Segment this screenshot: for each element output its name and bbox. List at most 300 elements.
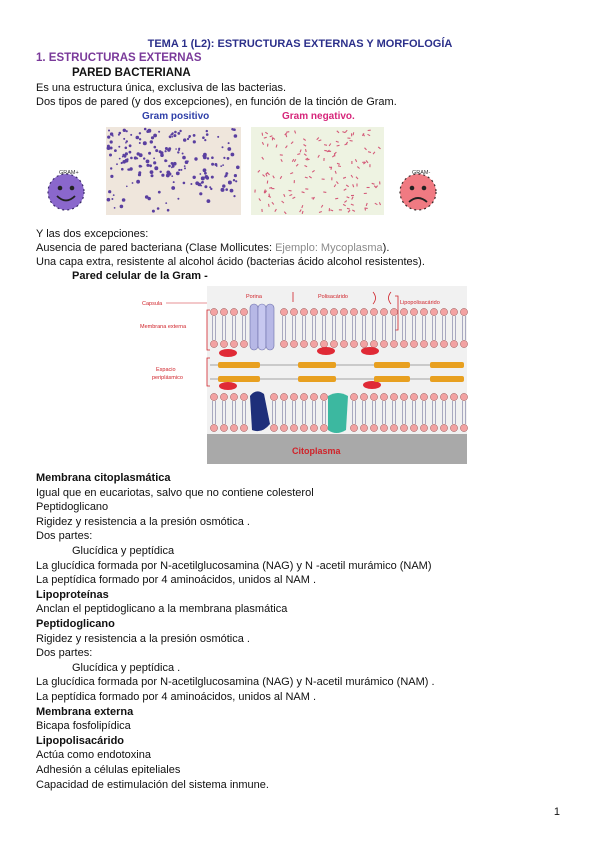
gram-positive-cell <box>153 161 156 164</box>
lipid-head <box>270 393 277 400</box>
gram-positive-cell <box>204 172 207 175</box>
lipid-head <box>230 424 237 431</box>
gram-positive-cell <box>182 153 184 155</box>
lipid-head <box>450 308 457 315</box>
gram-positive-cell <box>187 138 189 140</box>
gram-positive-cell <box>194 157 197 160</box>
gram-positive-cell <box>173 134 176 137</box>
gram-positive-cell <box>154 166 158 170</box>
gram-positive-cell <box>233 128 236 131</box>
gram-positive-cell <box>160 171 162 173</box>
lipid-head <box>440 308 447 315</box>
gram-negative-cell <box>306 149 307 152</box>
gram-positive-cell <box>136 180 140 184</box>
gram-negative-cell <box>297 154 300 155</box>
gram-negative-cell <box>368 152 371 153</box>
lipid-head <box>210 424 217 431</box>
gram-positive-cell <box>222 164 224 166</box>
gram-positive-cell <box>202 155 204 157</box>
gram-positive-cell <box>201 181 204 184</box>
gram-positive-cell <box>204 139 206 141</box>
lipid-head <box>400 340 407 347</box>
gram-positive-cell <box>207 157 209 159</box>
gram-negative-cell <box>331 167 332 170</box>
espacio-label-1: Espacio <box>156 367 176 373</box>
lipoprotein-5 <box>363 381 381 389</box>
gram-positive-cell <box>172 136 174 138</box>
gram-positive-cell <box>122 198 126 202</box>
gram-positive-cell <box>233 195 235 197</box>
body-line: La peptídica formado por 4 aminoácidos, unidos al NAM . <box>36 691 317 703</box>
peptidoglycan-segment <box>430 376 464 382</box>
peptidoglycan-segment <box>298 362 336 368</box>
lipid-head <box>240 340 247 347</box>
lipid-head <box>210 340 217 347</box>
gram-positive-cell <box>144 128 147 131</box>
body-line: Peptidoglicano <box>36 501 109 514</box>
gram-negative-cell <box>269 204 270 207</box>
lipid-head <box>340 308 347 315</box>
gram-positive-cell <box>139 153 143 157</box>
gram-positive-cell <box>126 186 128 188</box>
gram-positive-cell <box>177 151 179 153</box>
gram-negative-cell <box>302 211 303 214</box>
gram-positive-cell <box>193 140 196 143</box>
lipid-head <box>440 340 447 347</box>
lipid-head <box>290 308 297 315</box>
gram-positive-cell <box>178 169 180 171</box>
gram-positive-cell <box>173 181 175 183</box>
gram-positive-cell <box>118 134 120 136</box>
body-subheading: Peptidoglicano <box>36 618 115 630</box>
lipid-head <box>370 308 377 315</box>
lipid-head <box>400 424 407 431</box>
gram-positive-cell <box>183 138 186 141</box>
peptidoglycan-segment <box>218 362 260 368</box>
gram-positive-cell <box>121 168 124 171</box>
gram-negative-cell <box>347 208 350 209</box>
gram-positive-cell <box>199 192 202 195</box>
gram-positive-cell <box>140 165 142 167</box>
gram-negative-heading: Pared celular de la Gram - <box>72 270 208 282</box>
gram-positive-cell <box>178 149 180 151</box>
gram-positive-cell <box>173 162 177 166</box>
gram-positive-cell <box>228 142 230 144</box>
gram-positive-cell <box>227 157 230 160</box>
gram-negative-cell <box>286 132 289 133</box>
body-subheading: Lipoproteínas <box>36 588 109 601</box>
gram-positive-cell <box>176 172 180 176</box>
gram-negative-cell <box>335 198 338 199</box>
gram-positive-cell <box>119 158 121 160</box>
gram-positive-cell <box>234 174 237 177</box>
gram-positive-cell <box>110 132 113 135</box>
gram-positive-cell <box>120 205 124 209</box>
body-line: Rigidez y resistencia a la presión osmótica . <box>36 632 250 645</box>
lipid-head <box>310 308 317 315</box>
gram-positive-cell <box>148 152 151 155</box>
gram-positive-cell <box>211 156 214 159</box>
lipoprotein-3 <box>361 347 379 355</box>
gram-positive-cell <box>158 131 160 133</box>
gram-positive-cell <box>143 157 145 159</box>
lipid-head <box>310 340 317 347</box>
gram-positive-cell <box>207 199 211 203</box>
gram-positive-cell <box>136 157 138 159</box>
gram-positive-cell <box>233 179 235 181</box>
body-subheading: Lipopolisacárido <box>36 734 125 747</box>
gram-positive-cell <box>132 182 134 184</box>
espacio-label-2: periplásmico <box>152 375 183 381</box>
gram-positive-cell <box>116 163 118 165</box>
gram-stain-figure <box>36 122 456 222</box>
lipid-head <box>380 308 387 315</box>
lipoprotein-1 <box>219 349 237 357</box>
gram-positive-cell <box>177 132 180 135</box>
gram-negative-cell <box>350 141 353 142</box>
cell-wall-diagram <box>138 284 468 468</box>
happy-face-icon <box>48 170 84 210</box>
body-line: Dos partes: <box>36 647 93 660</box>
body-line: La glucídica formada por N-acetilglucosamina (NAG) y N -acetil murámico (NAM) <box>36 559 432 572</box>
gram-minus-badge: GRAM- <box>412 170 431 176</box>
gram-negative-cell <box>338 166 341 167</box>
lipid-head <box>350 340 357 347</box>
lipid-head <box>450 424 457 431</box>
gram-positive-cell <box>220 165 222 167</box>
lipid-head <box>310 393 317 400</box>
gram-positive-cell <box>126 140 128 142</box>
gram-positive-cell <box>171 175 173 177</box>
lipid-head <box>420 340 427 347</box>
gram-positive-cell <box>107 146 111 150</box>
peptidoglycan-segment <box>374 376 410 382</box>
gram-positive-cell <box>143 141 147 145</box>
body-line: Rigidez y resistencia a la presión osmótica . <box>36 515 250 528</box>
lipid-head <box>380 340 387 347</box>
lipid-head <box>320 393 327 400</box>
gram-positive-cell <box>182 156 186 160</box>
lipid-head <box>320 340 327 347</box>
gram-positive-cell <box>125 152 128 155</box>
gram-positive-cell <box>206 176 209 179</box>
gram-positive-cell <box>108 190 111 193</box>
gram-positive-cell <box>145 195 149 199</box>
gram-positive-cell <box>187 160 189 162</box>
gram-positive-cell <box>109 154 112 157</box>
lipid-head <box>450 340 457 347</box>
gram-positive-cell <box>123 138 125 140</box>
lipopolisacarido-label: Lipopolisacárido <box>400 300 440 306</box>
gram-positive-cell <box>110 140 113 143</box>
gram-positive-cell <box>211 176 214 179</box>
gram-positive-cell <box>235 180 237 182</box>
gram-negative-cell <box>323 192 326 193</box>
lipid-head <box>460 424 467 431</box>
gram-positive-cell <box>202 136 205 139</box>
gram-positive-cell <box>130 157 133 160</box>
gram-positive-cell <box>114 149 117 152</box>
peptidoglycan-segment <box>374 362 410 368</box>
body-line: La glucídica formada por N-acetilglucosamina (NAG) y N-acetil murámico (NAM) . <box>36 676 435 689</box>
lipid-head <box>390 393 397 400</box>
lipid-head <box>350 424 357 431</box>
gram-positive-cell <box>129 144 132 147</box>
lipid-head <box>320 308 327 315</box>
gram-positive-cell <box>136 136 140 140</box>
gram-positive-cell <box>139 132 141 134</box>
gram-positive-cell <box>152 210 155 213</box>
body-line: Dos partes: <box>36 530 93 543</box>
gram-positive-cell <box>108 130 110 132</box>
gram-positive-cell <box>125 147 128 150</box>
gram-negative-cell <box>324 150 327 151</box>
gram-positive-cell <box>118 146 120 148</box>
gram-positive-cell <box>190 183 192 185</box>
lipid-head <box>290 393 297 400</box>
intro-line-2: Dos tipos de pared (y dos excepciones), en función de la tinción de Gram. <box>36 96 397 108</box>
body-line: Igual que en eucariotas, salvo que no contiene colesterol <box>36 486 314 499</box>
lipid-head <box>220 340 227 347</box>
gram-positive-cell <box>146 160 150 164</box>
body-line: Adhesión a células epiteliales <box>36 764 181 776</box>
lipid-head <box>350 308 357 315</box>
gram-negative-cell <box>262 133 263 136</box>
gram-positive-cell <box>206 130 208 132</box>
gram-positive-cell <box>179 130 181 132</box>
gram-positive-cell <box>221 188 225 192</box>
porina-label: Porina <box>246 294 262 300</box>
lipid-head <box>420 393 427 400</box>
gram-negative-cell <box>286 134 287 137</box>
gram-positive-cell <box>231 128 233 130</box>
gram-positive-cell <box>139 138 141 140</box>
gram-positive-cell <box>123 129 126 132</box>
lipid-head <box>350 393 357 400</box>
lipid-head <box>420 308 427 315</box>
lipid-head <box>220 424 227 431</box>
gram-positive-cell <box>222 146 224 148</box>
gram-positive-cell <box>167 209 170 212</box>
peptidoglycan-segment <box>430 362 464 368</box>
gram-positive-cell <box>184 165 186 167</box>
citoplasma-label: Citoplasma <box>292 446 341 456</box>
lipid-head <box>280 340 287 347</box>
gram-positive-cell <box>150 140 153 143</box>
lipoprotein-4 <box>219 382 237 390</box>
gram-positive-cell <box>139 142 141 144</box>
gram-positive-cell <box>165 202 167 204</box>
lipid-head <box>310 424 317 431</box>
lipid-head <box>450 393 457 400</box>
lipid-head <box>210 393 217 400</box>
lipid-head <box>300 393 307 400</box>
lipid-head <box>360 393 367 400</box>
gram-positive-cell <box>199 173 201 175</box>
gram-negative-cell <box>307 159 310 160</box>
gram-positive-cell <box>168 165 171 168</box>
gram-positive-cell <box>168 172 171 175</box>
lipid-head <box>280 393 287 400</box>
lipid-head <box>360 424 367 431</box>
gram-positive-cell <box>236 166 240 170</box>
gram-positive-cell <box>227 147 231 151</box>
gram-positive-cell <box>107 198 111 202</box>
document-title: TEMA 1 (L2): ESTRUCTURAS EXTERNAS Y MORFOLOGÍA <box>147 38 453 50</box>
lipid-head <box>230 393 237 400</box>
lipid-head <box>210 308 217 315</box>
gram-positive-cell <box>206 133 209 136</box>
lipid-head <box>300 340 307 347</box>
capsula-label: Capsula <box>142 301 163 307</box>
lipid-head <box>440 393 447 400</box>
gram-positive-cell <box>129 167 132 170</box>
lipid-head <box>430 340 437 347</box>
gram-positive-cell <box>165 150 167 152</box>
body-subheading: Membrana citoplasmática <box>36 472 171 484</box>
gram-negative-cell <box>337 145 340 146</box>
gram-positive-cell <box>146 164 149 167</box>
gram-positive-cell <box>175 148 177 150</box>
gram-positive-cell <box>159 150 162 153</box>
lipid-head <box>410 393 417 400</box>
lipid-head <box>460 393 467 400</box>
gram-positive-cell <box>223 157 225 159</box>
gram-positive-cell <box>171 162 174 165</box>
lipid-head <box>410 308 417 315</box>
gram-positive-cell <box>130 134 132 136</box>
lipoprotein-2 <box>317 347 335 355</box>
body-line: Glucídica y peptídica . <box>72 661 181 674</box>
lipid-head <box>390 424 397 431</box>
gram-positive-cell <box>129 151 132 154</box>
gram-positive-cell <box>126 158 128 160</box>
gram-positive-cell <box>153 158 155 160</box>
gram-positive-cell <box>171 186 175 190</box>
gram-positive-cell <box>147 129 151 133</box>
gram-positive-cell <box>149 164 152 167</box>
gram-positive-cell <box>107 136 110 139</box>
lipid-head <box>430 424 437 431</box>
lipid-head <box>240 424 247 431</box>
gram-positive-cell <box>188 137 190 139</box>
gram-positive-cell <box>211 163 214 166</box>
gram-negative-cell <box>289 190 292 191</box>
gram-positive-cell <box>138 173 141 176</box>
gram-positive-cell <box>160 153 164 157</box>
gram-positive-cell <box>231 153 235 157</box>
gram-positive-cell <box>177 198 179 200</box>
gram-positive-micrograph <box>106 127 241 215</box>
lipid-head <box>410 424 417 431</box>
gram-positive-cell <box>200 185 202 187</box>
body-line: Bicapa fosfolipídica <box>36 720 131 733</box>
body-line: Capacidad de estimulación del sistema inmune. <box>36 778 269 791</box>
lipid-head <box>280 424 287 431</box>
gram-positive-cell <box>113 194 115 196</box>
gram-negative-cell <box>353 132 354 135</box>
lipid-head <box>360 340 367 347</box>
gram-positive-cell <box>225 174 228 177</box>
lipid-head <box>430 308 437 315</box>
lipid-head <box>280 308 287 315</box>
body-subheading: Membrana externa <box>36 705 134 718</box>
polisacarido-label: Polisacárido <box>318 294 348 300</box>
gram-positive-cell <box>169 135 172 138</box>
gram-positive-cell <box>183 182 186 185</box>
gram-positive-cell <box>204 185 207 188</box>
gram-positive-cell <box>166 160 168 162</box>
intro-line-1: Es una estructura única, exclusiva de las bacterias. <box>36 82 287 94</box>
gram-positive-cell <box>234 134 238 138</box>
gram-negative-cell <box>264 137 267 138</box>
body-line: Anclan el peptidoglicano a la membrana plasmática <box>36 603 288 616</box>
membrana-externa-label: Membrana externa <box>140 324 187 330</box>
gram-positive-cell <box>157 207 160 210</box>
gram-positive-cell <box>111 198 113 200</box>
gram-positive-cell <box>180 169 182 171</box>
lipid-head <box>390 308 397 315</box>
lipid-head <box>220 308 227 315</box>
lipid-head <box>400 393 407 400</box>
gram-positive-cell <box>170 134 172 136</box>
gram-positive-label: Gram positivo <box>142 111 210 122</box>
gram-positive-cell <box>184 167 186 169</box>
lipid-head <box>370 393 377 400</box>
gram-positive-cell <box>122 154 125 157</box>
gram-positive-cell <box>201 176 205 180</box>
lipid-head <box>300 424 307 431</box>
peptidoglycan-segment <box>298 376 336 382</box>
gram-positive-cell <box>230 189 234 193</box>
gram-positive-cell <box>174 131 177 134</box>
membrane-protein-teal <box>328 393 348 433</box>
exception-line-1: Ausencia de pared bacteriana (Clase Mollicutes: Ejemplo: Mycoplasma). <box>36 242 390 254</box>
peptidoglycan-segment <box>218 376 260 382</box>
gram-positive-cell <box>110 167 112 169</box>
lipid-head <box>330 340 337 347</box>
gram-positive-cell <box>150 170 154 174</box>
lipid-head <box>290 340 297 347</box>
pared-heading: PARED BACTERIANA <box>72 67 191 79</box>
gram-positive-cell <box>151 174 154 177</box>
gram-positive-cell <box>167 148 170 151</box>
gram-positive-cell <box>203 168 207 172</box>
gram-negative-micrograph <box>251 127 384 215</box>
lipid-head <box>290 424 297 431</box>
gram-positive-cell <box>126 130 128 132</box>
lipid-head <box>370 340 377 347</box>
lipid-head <box>330 308 337 315</box>
gram-positive-cell <box>225 188 228 191</box>
lipid-head <box>340 340 347 347</box>
gram-positive-cell <box>217 136 219 138</box>
gram-positive-cell <box>127 168 129 170</box>
gram-positive-cell <box>114 207 116 209</box>
gram-positive-cell <box>151 136 154 139</box>
lipid-head <box>440 424 447 431</box>
lipid-head <box>410 340 417 347</box>
gram-positive-cell <box>228 181 232 185</box>
gram-positive-cell <box>110 175 113 178</box>
exceptions-heading: Y las dos excepciones: <box>36 228 149 240</box>
lipid-head <box>460 340 467 347</box>
lipid-head <box>270 424 277 431</box>
lipid-head <box>300 308 307 315</box>
gram-positive-cell <box>158 191 161 194</box>
gram-positive-cell <box>193 176 196 179</box>
lipid-head <box>400 308 407 315</box>
